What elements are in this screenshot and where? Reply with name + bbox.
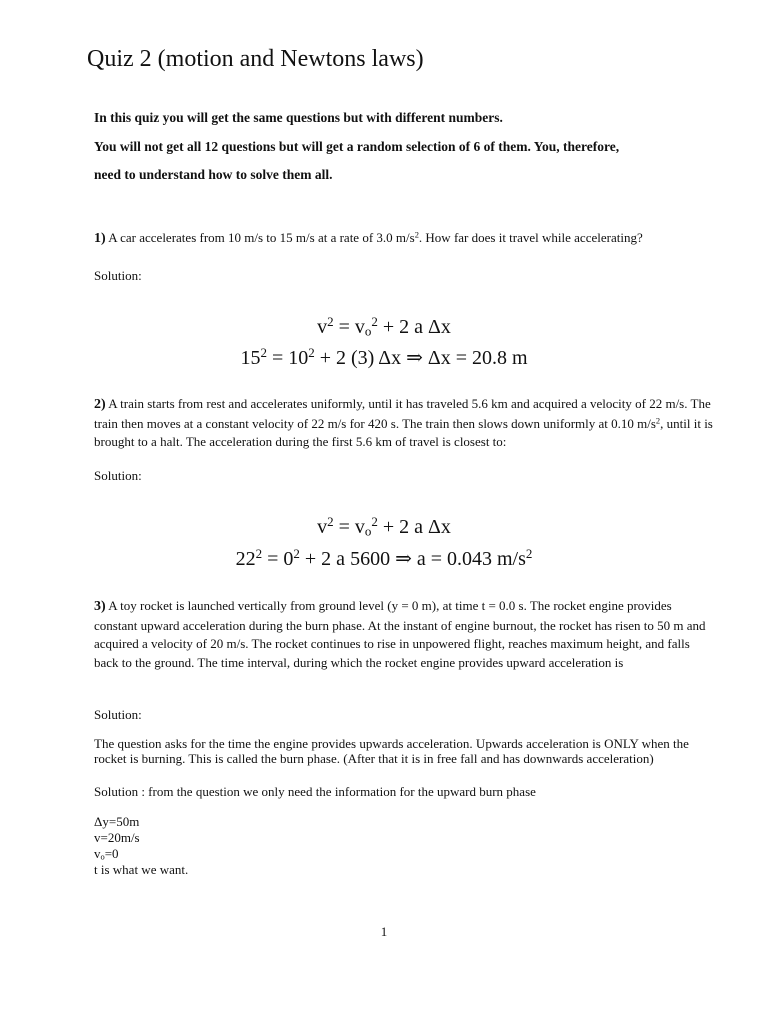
given-v: v=20m/s: [94, 830, 140, 845]
superscript: 2: [655, 414, 661, 425]
intro-line-3: need to understand how to solve them all.: [94, 167, 333, 182]
given-v0: $v_o=0$: [94, 846, 119, 862]
question-3: [94, 597, 714, 672]
question-2-number: 2): [94, 397, 106, 412]
question-2-text-cont: , until it is brought to a halt. The acceleration during the first 5.6 km of travel is closest to:: [94, 415, 713, 449]
question-3-solution-2: Solution : from the question we only need the information for the upward burn phase: [94, 784, 536, 799]
question-3-explanation: The question asks for the time the engine provides upwards acceleration. Upwards acceleration is ONLY when the rocket is burning. This is called the burn phase. (After that it is in free fall and has downwards acceleration): [94, 736, 689, 766]
question-3-number: 3): [94, 599, 106, 614]
question-1: [94, 229, 714, 249]
question-2-solution-label: Solution:: [94, 468, 142, 483]
question-1-text-cont: . How far does it travel while accelerating?: [418, 230, 643, 245]
given-delta-y: Δy=50m: [94, 814, 140, 829]
question-1-equation-1: $v^2 = v_o^2 + 2$ a Δx: [317, 313, 451, 339]
question-1-solution-label: Solution:: [94, 268, 142, 283]
superscript: 2: [414, 229, 419, 240]
question-1-equation-2: $15^2 = 10^2 + 2$ (3) Δx ⇒ Δx = 20.8 m: [240, 344, 528, 369]
question-2-equation-2: $22^2 = 0^2 + 2$ a 5600 ⇒ a = 0.043 $m/s^2$: [235, 545, 533, 570]
intro-line-2: You will not get all 12 questions but will get a random selection of 6 of them. You, therefore,: [94, 139, 620, 154]
question-3-text: A toy rocket is launched vertically from ground level (y = 0 m), at time t = 0.0 s. The rocket engine provides constant upward acceleration during the burn phase. At the instant of engine burnout, the rocket has risen to 50 m and acquired a velocity of 20 m/s. The rocket continues to rise in unpowered flight, reaches maximum height, and falls back to the ground. The time interval, during which the rocket engine provides upward acceleration is: [94, 598, 706, 670]
page-title: Quiz 2 (motion and Newtons laws): [87, 46, 424, 72]
question-1-number: 1): [94, 231, 106, 246]
question-1-text: A car accelerates from 10 m/s to 15 m/s at a rate of 3.0 m/s: [105, 230, 415, 245]
intro-line-1: In this quiz you will get the same questions but with different numbers.: [94, 110, 503, 125]
question-2-text: A train starts from rest and accelerates uniformly, until it has traveled 5.6 km and acquired a velocity of 22 m/s. The train then moves at a constant velocity of 22 m/s for 420 s. The train then slows down uniformly at 0.10 m/s: [94, 396, 711, 431]
given-t: t is what we want.: [94, 862, 189, 877]
question-3-solution-label: Solution:: [94, 707, 142, 722]
question-2: [94, 395, 714, 452]
page-number: 1: [380, 924, 388, 939]
question-2-equation-1: $v^2 = v_o^2 + 2$ a Δx: [317, 513, 451, 539]
